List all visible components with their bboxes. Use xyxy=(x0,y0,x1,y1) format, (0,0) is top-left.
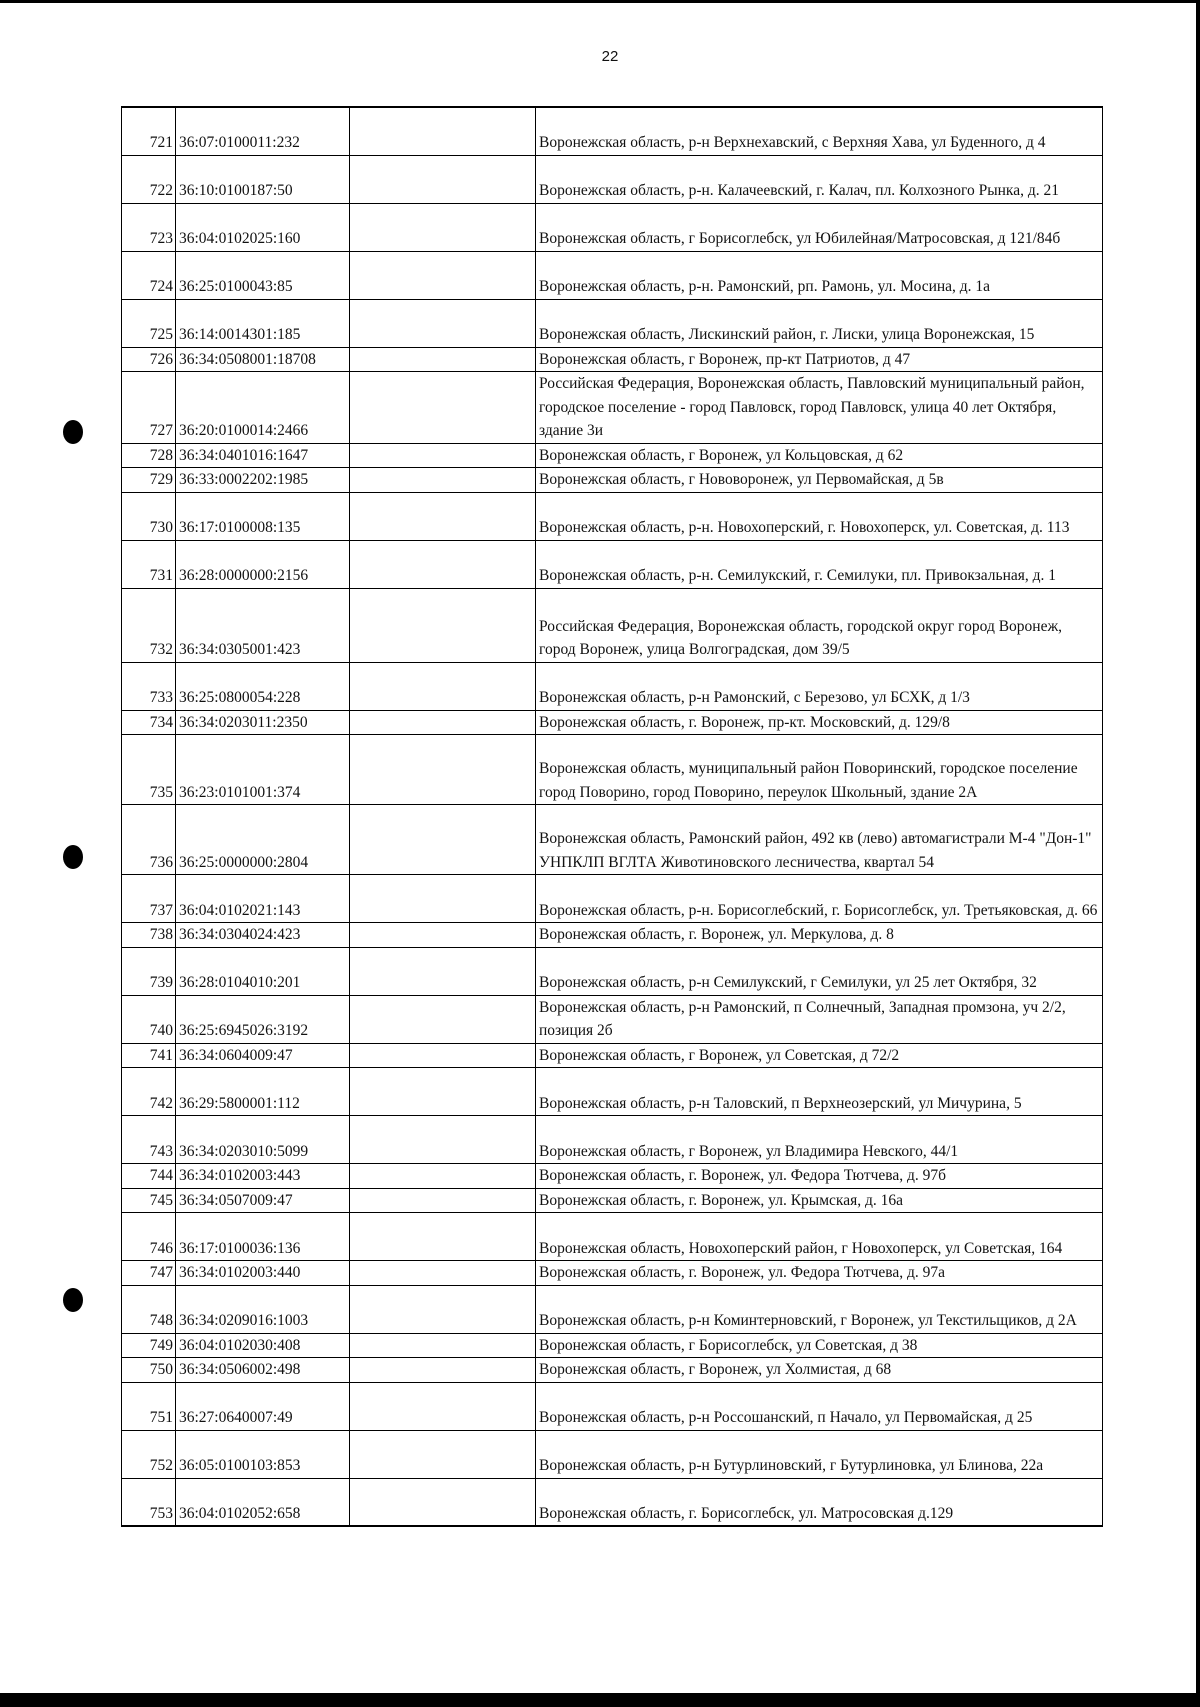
empty-cell xyxy=(350,588,536,662)
empty-cell xyxy=(350,468,536,493)
table-row xyxy=(122,588,1103,662)
cadastral-number-cell: 36:25:6945026:3192 xyxy=(176,995,350,1043)
row-number-cell: 727 xyxy=(122,372,176,444)
cadastral-number-cell: 36:04:0102021:143 xyxy=(176,875,350,923)
table-row xyxy=(122,1188,1103,1213)
row-number-cell: 730 xyxy=(122,492,176,540)
row-number-cell: 724 xyxy=(122,251,176,299)
empty-cell xyxy=(350,1358,536,1383)
table-row xyxy=(122,923,1103,948)
empty-cell xyxy=(350,107,536,155)
empty-cell xyxy=(350,443,536,468)
cadastral-number-cell: 36:25:0000000:2804 xyxy=(176,805,350,875)
empty-cell xyxy=(350,347,536,372)
cadastral-number-cell: 36:14:0014301:185 xyxy=(176,299,350,347)
table-row xyxy=(122,251,1103,299)
empty-cell xyxy=(350,995,536,1043)
table-row xyxy=(122,468,1103,493)
table-row xyxy=(122,1164,1103,1189)
table-row xyxy=(122,1333,1103,1358)
table-row xyxy=(122,805,1103,875)
table-row xyxy=(122,1068,1103,1116)
row-number-cell: 739 xyxy=(122,947,176,995)
address-cell: Воронежская область, г Нововоронеж, ул Первомайская, д 5в xyxy=(536,468,1103,493)
page-number: 22 xyxy=(601,48,619,65)
punch-hole-mark xyxy=(63,845,83,869)
table-row xyxy=(122,443,1103,468)
empty-cell xyxy=(350,492,536,540)
table-row xyxy=(122,372,1103,444)
table-row xyxy=(122,1116,1103,1164)
address-cell: Воронежская область, р-н Бутурлиновский, г Бутурлиновка, ул Блинова, 22а xyxy=(536,1430,1103,1478)
cadastral-number-cell: 36:34:0305001:423 xyxy=(176,588,350,662)
address-cell: Воронежская область, г. Воронеж, ул. Федора Тютчева, д. 97а xyxy=(536,1261,1103,1286)
empty-cell xyxy=(350,1333,536,1358)
table-row xyxy=(122,1478,1103,1526)
empty-cell xyxy=(350,1285,536,1333)
empty-cell xyxy=(350,203,536,251)
row-number-cell: 749 xyxy=(122,1333,176,1358)
address-cell: Воронежская область, р-н. Калачеевский, г. Калач, пл. Колхозного Рынка, д. 21 xyxy=(536,155,1103,203)
table-row xyxy=(122,492,1103,540)
cadastral-number-cell: 36:34:0506002:498 xyxy=(176,1358,350,1383)
empty-cell xyxy=(350,1164,536,1189)
row-number-cell: 745 xyxy=(122,1188,176,1213)
empty-cell xyxy=(350,299,536,347)
address-cell: Воронежская область, р-н Рамонский, с Березово, ул БСХК, д 1/3 xyxy=(536,662,1103,710)
empty-cell xyxy=(350,540,536,588)
row-number-cell: 752 xyxy=(122,1430,176,1478)
cadastral-number-cell: 36:34:0203011:2350 xyxy=(176,710,350,735)
row-number-cell: 743 xyxy=(122,1116,176,1164)
table-row xyxy=(122,155,1103,203)
empty-cell xyxy=(350,1261,536,1286)
table-row xyxy=(122,1043,1103,1068)
table-row xyxy=(122,995,1103,1043)
address-cell: Воронежская область, р-н. Рамонский, рп. Рамонь, ул. Мосина, д. 1а xyxy=(536,251,1103,299)
address-cell: Воронежская область, р-н Россошанский, п Начало, ул Первомайская, д 25 xyxy=(536,1382,1103,1430)
table-row xyxy=(122,1261,1103,1286)
row-number-cell: 734 xyxy=(122,710,176,735)
table-row xyxy=(122,347,1103,372)
empty-cell xyxy=(350,875,536,923)
cadastral-number-cell: 36:28:0000000:2156 xyxy=(176,540,350,588)
row-number-cell: 728 xyxy=(122,443,176,468)
cadastral-number-cell: 36:20:0100014:2466 xyxy=(176,372,350,444)
row-number-cell: 725 xyxy=(122,299,176,347)
cadastral-number-cell: 36:17:0100036:136 xyxy=(176,1213,350,1261)
cadastral-number-cell: 36:23:0101001:374 xyxy=(176,735,350,805)
table-row xyxy=(122,662,1103,710)
row-number-cell: 732 xyxy=(122,588,176,662)
cadastral-number-cell: 36:34:0209016:1003 xyxy=(176,1285,350,1333)
cadastral-number-cell: 36:34:0304024:423 xyxy=(176,923,350,948)
row-number-cell: 736 xyxy=(122,805,176,875)
row-number-cell: 740 xyxy=(122,995,176,1043)
table-row xyxy=(122,1213,1103,1261)
address-cell: Воронежская область, р-н Коминтерновский, г Воронеж, ул Текстильщиков, д 2А xyxy=(536,1285,1103,1333)
table-row xyxy=(122,299,1103,347)
table-row xyxy=(122,1285,1103,1333)
cadastral-number-cell: 36:05:0100103:853 xyxy=(176,1430,350,1478)
cadastral-number-cell: 36:34:0507009:47 xyxy=(176,1188,350,1213)
cadastral-number-cell: 36:28:0104010:201 xyxy=(176,947,350,995)
empty-cell xyxy=(350,923,536,948)
address-cell: Воронежская область, г Воронеж, ул Советская, д 72/2 xyxy=(536,1043,1103,1068)
cadastral-number-cell: 36:27:0640007:49 xyxy=(176,1382,350,1430)
row-number-cell: 744 xyxy=(122,1164,176,1189)
row-number-cell: 750 xyxy=(122,1358,176,1383)
empty-cell xyxy=(350,662,536,710)
table-row xyxy=(122,1430,1103,1478)
cadastral-number-cell: 36:04:0102030:408 xyxy=(176,1333,350,1358)
address-cell: Воронежская область, р-н Рамонский, п Солнечный, Западная промзона, уч 2/2, позиция 2б xyxy=(536,995,1103,1043)
address-cell: Воронежская область, г. Воронеж, ул. Меркулова, д. 8 xyxy=(536,923,1103,948)
punch-hole-mark xyxy=(63,420,83,444)
table-row xyxy=(122,540,1103,588)
cadastral-number-cell: 36:25:0100043:85 xyxy=(176,251,350,299)
address-cell: Воронежская область, г Борисоглебск, ул Юбилейная/Матросовская, д 121/84б xyxy=(536,203,1103,251)
row-number-cell: 751 xyxy=(122,1382,176,1430)
cadastral-number-cell: 36:34:0401016:1647 xyxy=(176,443,350,468)
row-number-cell: 746 xyxy=(122,1213,176,1261)
table-row xyxy=(122,710,1103,735)
cadastral-number-cell: 36:04:0102025:160 xyxy=(176,203,350,251)
punch-hole-mark xyxy=(63,1288,83,1312)
address-cell: Воронежская область, г Борисоглебск, ул Советская, д 38 xyxy=(536,1333,1103,1358)
row-number-cell: 721 xyxy=(122,107,176,155)
row-number-cell: 747 xyxy=(122,1261,176,1286)
empty-cell xyxy=(350,1213,536,1261)
table-row xyxy=(122,735,1103,805)
address-cell: Воронежская область, г. Воронеж, ул. Крымская, д. 16а xyxy=(536,1188,1103,1213)
table-row xyxy=(122,947,1103,995)
address-cell: Российская Федерация, Воронежская область, городской округ город Воронеж, город Воронеж, улица Волгоградская, дом 39/5 xyxy=(536,588,1103,662)
row-number-cell: 735 xyxy=(122,735,176,805)
empty-cell xyxy=(350,1382,536,1430)
empty-cell xyxy=(350,947,536,995)
row-number-cell: 733 xyxy=(122,662,176,710)
address-cell: Воронежская область, Лискинский район, г. Лиски, улица Воронежская, 15 xyxy=(536,299,1103,347)
row-number-cell: 729 xyxy=(122,468,176,493)
address-cell: Воронежская область, г. Воронеж, ул. Федора Тютчева, д. 97б xyxy=(536,1164,1103,1189)
scan-border-bottom xyxy=(0,1693,1200,1707)
cadastral-number-cell: 36:34:0604009:47 xyxy=(176,1043,350,1068)
scan-border-right xyxy=(1196,0,1200,1707)
empty-cell xyxy=(350,1068,536,1116)
cadastral-number-cell: 36:33:0002202:1985 xyxy=(176,468,350,493)
cadastral-number-cell: 36:25:0800054:228 xyxy=(176,662,350,710)
cadastral-number-cell: 36:29:5800001:112 xyxy=(176,1068,350,1116)
empty-cell xyxy=(350,1043,536,1068)
row-number-cell: 723 xyxy=(122,203,176,251)
address-cell: Воронежская область, г Воронеж, ул Кольцовская, д 62 xyxy=(536,443,1103,468)
table-row xyxy=(122,107,1103,155)
empty-cell xyxy=(350,1430,536,1478)
register-rows xyxy=(122,107,1103,1526)
cadastral-number-cell: 36:10:0100187:50 xyxy=(176,155,350,203)
empty-cell xyxy=(350,805,536,875)
row-number-cell: 753 xyxy=(122,1478,176,1526)
scan-border-top xyxy=(0,0,1200,3)
table-row xyxy=(122,1382,1103,1430)
empty-cell xyxy=(350,372,536,444)
table-row xyxy=(122,875,1103,923)
address-cell: Воронежская область, Новохоперский район, г Новохоперск, ул Советская, 164 xyxy=(536,1213,1103,1261)
row-number-cell: 731 xyxy=(122,540,176,588)
address-cell: Воронежская область, муниципальный район Поворинский, городское поселение город Поворино, город Поворино, переулок Школьный, здание 2А xyxy=(536,735,1103,805)
address-cell: Воронежская область, р-н. Борисоглебский, г. Борисоглебск, ул. Третьяковская, д. 66 xyxy=(536,875,1103,923)
cadastral-number-cell: 36:34:0508001:18708 xyxy=(176,347,350,372)
empty-cell xyxy=(350,1478,536,1526)
empty-cell xyxy=(350,735,536,805)
address-cell: Воронежская область, р-н Таловский, п Верхнеозерский, ул Мичурина, 5 xyxy=(536,1068,1103,1116)
property-register-table xyxy=(121,106,1103,1527)
row-number-cell: 722 xyxy=(122,155,176,203)
row-number-cell: 748 xyxy=(122,1285,176,1333)
address-cell: Воронежская область, г Воронеж, пр-кт Патриотов, д 47 xyxy=(536,347,1103,372)
row-number-cell: 737 xyxy=(122,875,176,923)
empty-cell xyxy=(350,710,536,735)
address-cell: Воронежская область, р-н Верхнехавский, с Верхняя Хава, ул Буденного, д 4 xyxy=(536,107,1103,155)
empty-cell xyxy=(350,155,536,203)
address-cell: Воронежская область, г Воронеж, ул Холмистая, д 68 xyxy=(536,1358,1103,1383)
address-cell: Воронежская область, г. Воронеж, пр-кт. Московский, д. 129/8 xyxy=(536,710,1103,735)
address-cell: Воронежская область, р-н. Новохоперский, г. Новохоперск, ул. Советская, д. 113 xyxy=(536,492,1103,540)
address-cell: Воронежская область, Рамонский район, 492 кв (лево) автомагистрали М-4 "Дон-1" УНПКЛП ВГЛТА Животиновского лесничества, квартал 54 xyxy=(536,805,1103,875)
row-number-cell: 726 xyxy=(122,347,176,372)
cadastral-number-cell: 36:07:0100011:232 xyxy=(176,107,350,155)
cadastral-number-cell: 36:34:0203010:5099 xyxy=(176,1116,350,1164)
table-row xyxy=(122,1358,1103,1383)
empty-cell xyxy=(350,1188,536,1213)
address-cell: Воронежская область, г. Борисоглебск, ул. Матросовская д.129 xyxy=(536,1478,1103,1526)
row-number-cell: 742 xyxy=(122,1068,176,1116)
empty-cell xyxy=(350,251,536,299)
empty-cell xyxy=(350,1116,536,1164)
row-number-cell: 738 xyxy=(122,923,176,948)
row-number-cell: 741 xyxy=(122,1043,176,1068)
address-cell: Воронежская область, г Воронеж, ул Владимира Невского, 44/1 xyxy=(536,1116,1103,1164)
cadastral-number-cell: 36:34:0102003:440 xyxy=(176,1261,350,1286)
address-cell: Воронежская область, р-н Семилукский, г Семилуки, ул 25 лет Октября, 32 xyxy=(536,947,1103,995)
cadastral-number-cell: 36:34:0102003:443 xyxy=(176,1164,350,1189)
address-cell: Российская Федерация, Воронежская область, Павловский муниципальный район, городское поселение - город Павловск, город Павловск, улица 40 лет Октября, здание 3и xyxy=(536,372,1103,444)
address-cell: Воронежская область, р-н. Семилукский, г. Семилуки, пл. Привокзальная, д. 1 xyxy=(536,540,1103,588)
cadastral-number-cell: 36:04:0102052:658 xyxy=(176,1478,350,1526)
cadastral-number-cell: 36:17:0100008:135 xyxy=(176,492,350,540)
table-row xyxy=(122,203,1103,251)
